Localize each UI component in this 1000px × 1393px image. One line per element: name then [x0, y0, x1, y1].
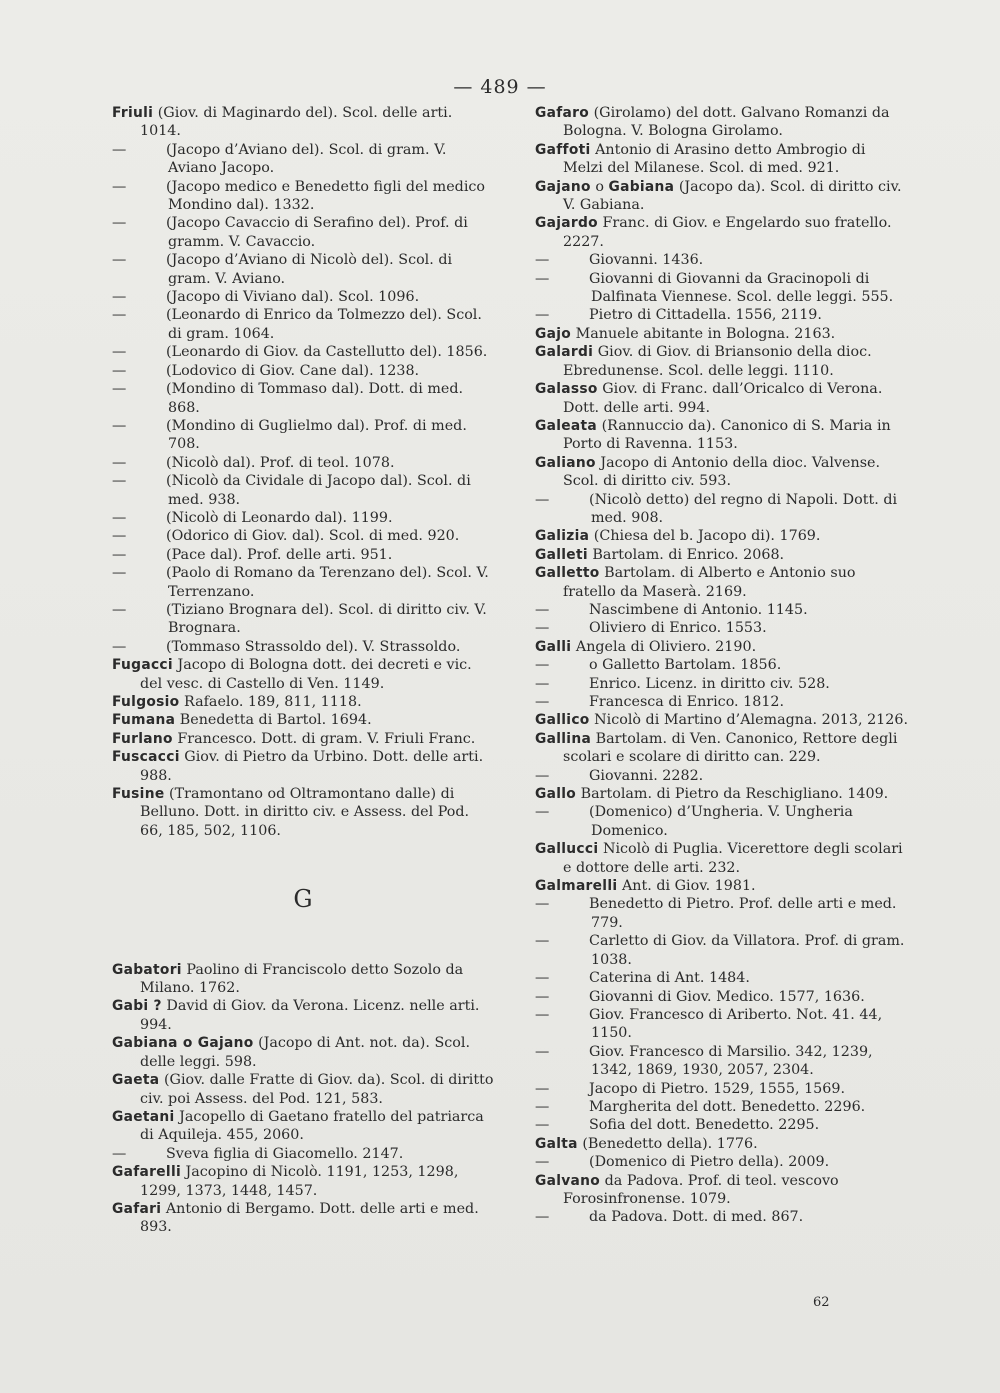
index-entry — [535, 1135, 909, 1153]
headword: Gabiana o Gajano — [112, 1035, 254, 1052]
entries-g-continued — [535, 104, 909, 1227]
index-subentry — [112, 380, 494, 417]
entry-text: Pietro di Cittadella. 1556, 2119. — [589, 307, 822, 324]
entry-text: Bartolam. di Enrico. 2068. — [587, 546, 785, 563]
index-entry — [535, 325, 909, 343]
entry-text: Angela di Oliviero. 2190. — [571, 638, 757, 655]
dash-mark: — — [535, 601, 550, 618]
headword: Galizia — [535, 528, 590, 545]
index-entry — [535, 1172, 909, 1209]
dash-mark: — — [535, 767, 550, 784]
index-subentry — [112, 1145, 494, 1163]
index-entry — [535, 454, 909, 491]
headword: Fuscacci — [112, 749, 180, 766]
entry-text: (Domenico) d’Ungheria. V. Ungheria Domenico. — [589, 804, 853, 839]
index-subentry — [112, 564, 494, 601]
entry-text: Jacopino di Nicolò. 1191, 1253, 1298, 1299, 1373, 1448, 1457. — [140, 1164, 459, 1199]
entry-text: Jacopo di Pietro. 1529, 1555, 1569. — [589, 1080, 845, 1097]
entry-text: (Girolamo) del dott. Galvano Romanzi da Bologna. V. Bologna Girolamo. — [563, 105, 890, 140]
dash-mark: — — [535, 491, 550, 508]
index-subentry — [112, 638, 494, 656]
section-letter: G — [293, 885, 313, 914]
headword: Gabatori — [112, 961, 182, 978]
index-subentry — [535, 1043, 909, 1080]
entry-text: (Jacopo di Ant. not. da). Scol. delle leggi. 598. — [140, 1035, 470, 1070]
entry-text: Nascimbene di Antonio. 1145. — [589, 601, 808, 618]
dash-mark: — — [112, 473, 127, 490]
index-subentry — [112, 417, 494, 454]
index-subentry — [535, 601, 909, 619]
index-subentry — [112, 362, 494, 380]
dash-mark: — — [112, 362, 127, 379]
index-entry — [112, 1200, 494, 1237]
entry-text: Giovanni. 2282. — [589, 767, 704, 784]
dash-mark: — — [535, 1080, 550, 1097]
entry-text: (Mondino di Guglielmo dal). Prof. di med. 708. — [166, 417, 467, 453]
headword: Galardi — [535, 344, 594, 361]
index-entry — [535, 527, 909, 545]
index-entry — [535, 417, 909, 454]
headword: Gajardo — [535, 215, 598, 232]
dash-mark: — — [112, 417, 127, 434]
dash-mark: — — [535, 620, 550, 637]
entry-text: (Chiesa del b. Jacopo di). 1769. — [589, 528, 821, 545]
dash-mark: — — [535, 1006, 550, 1023]
dash-mark: — — [112, 344, 127, 361]
entry-text: Jacopello di Gaetano fratello del patriarca di Aquileja. 455, 2060. — [140, 1108, 484, 1144]
dash-mark: — — [535, 657, 550, 674]
index-entry — [535, 104, 909, 141]
entry-text: (Tiziano Brognara del). Scol. di diritto civ. V. Brognara. — [166, 601, 487, 637]
entry-text: (Giov. di Maginardo del). Scol. delle arti. 1014. — [140, 105, 453, 140]
entry-text: Francesca di Enrico. 1812. — [589, 694, 785, 710]
dash-mark: — — [535, 933, 550, 950]
entry-text: Antonio di Bergamo. Dott. delle arti e med. 893. — [140, 1200, 479, 1236]
headword: Gaetani — [112, 1108, 175, 1125]
index-entry — [112, 1163, 494, 1200]
entry-text: Enrico. Licenz. in diritto civ. 528. — [589, 675, 830, 692]
entry-text: (Paolo di Romano da Terenzano del). Scol. V. Terrenzano. — [166, 565, 489, 600]
index-entry — [112, 730, 494, 748]
dash-mark: — — [112, 215, 127, 232]
dash-mark: — — [535, 1043, 550, 1060]
index-entry — [535, 343, 909, 380]
entry-text: Ant. di Giov. 1981. — [617, 878, 756, 895]
entry-text: Sofia del dott. Benedetto. 2295. — [589, 1117, 820, 1134]
dash-mark: — — [112, 289, 127, 306]
entry-text: Jacopo di Antonio della dioc. Valvense. Scol. di diritto civ. 593. — [563, 454, 881, 490]
index-subentry — [112, 178, 494, 215]
index-subentry — [112, 251, 494, 288]
entry-text: (Odorico di Giov. dal). Scol. di med. 920. — [166, 528, 460, 545]
dash-mark: — — [112, 454, 127, 471]
entry-text: Jacopo di Bologna dott. dei decreti e vic. del vesc. di Castello di Ven. 1149. — [140, 657, 472, 692]
index-entry — [112, 1108, 494, 1145]
headword: Gajo — [535, 325, 572, 342]
headword: Gallucci — [535, 841, 599, 858]
entry-text: Rafaelo. 189, 811, 1118. — [179, 694, 362, 710]
headword: Galiano — [535, 454, 596, 471]
index-subentry — [535, 988, 909, 1006]
entry-text: Bartolam. di Ven. Canonico, Rettore degli scolari e scolare di diritto can. 229. — [563, 730, 898, 766]
entry-text: (Jacopo di Viviano dal). Scol. 1096. — [166, 289, 420, 306]
entry-text: Francesco. Dott. di gram. V. Friuli Franc. — [172, 730, 476, 747]
entries-g — [112, 961, 494, 1237]
entry-text: Carletto di Giov. da Villatora. Prof. di gram. 1038. — [589, 933, 905, 968]
index-subentry — [535, 491, 909, 528]
index-subentry — [535, 619, 909, 637]
index-subentry — [535, 895, 909, 932]
headword: Fugacci — [112, 657, 173, 674]
headword: Gallina — [535, 730, 592, 747]
headword: Galli — [535, 638, 572, 655]
entries-f — [112, 104, 494, 840]
index-entry — [112, 748, 494, 785]
index-entry — [112, 693, 494, 711]
entry-text: Oliviero di Enrico. 1553. — [589, 620, 767, 637]
entry-text: Giov. di Franc. dall’Oricalco di Verona. Dott. delle arti. 994. — [563, 381, 883, 416]
entry-text: Sveva figlia di Giacomello. 2147. — [166, 1145, 404, 1162]
index-subentry — [535, 1006, 909, 1043]
entry-text: Giov. di Pietro da Urbino. Dott. delle arti. 988. — [140, 749, 484, 784]
dash-mark: — — [112, 307, 127, 324]
entry-text: Nicolò di Martino d’Alemagna. 2013, 2126. — [589, 712, 909, 729]
headword: Galleti — [535, 546, 588, 563]
index-entry — [535, 214, 909, 251]
index-entry — [112, 961, 494, 998]
index-subentry — [535, 656, 909, 674]
index-subentry — [535, 270, 909, 307]
entry-text: (Giov. dalle Fratte di Giov. da). Scol. di diritto civ. poi Assess. del Pod. 121, 583. — [140, 1072, 494, 1107]
index-subentry — [112, 288, 494, 306]
entry-text: Nicolò di Puglia. Vicerettore degli scolari e dottore delle arti. 232. — [563, 841, 903, 876]
index-subentry — [535, 1208, 909, 1226]
dash-mark: — — [112, 1145, 127, 1162]
entry-text: (Jacopo medico e Benedetto figli del medico Mondino dal). 1332. — [166, 178, 486, 214]
index-subentry — [535, 1153, 909, 1171]
entry-text: Benedetto di Pietro. Prof. delle arti e med. 779. — [589, 896, 897, 931]
entry-text: Giov. di Giov. di Briansonio della dioc. Ebredunense. Scol. delle leggi. 1110. — [563, 344, 872, 379]
index-entry — [112, 1071, 494, 1108]
entry-text: (Lodovico di Giov. Cane dal). 1238. — [166, 362, 420, 379]
index-entry — [112, 997, 494, 1034]
entry-text: Caterina di Ant. 1484. — [589, 970, 750, 987]
entry-text: da Padova. Dott. di med. 867. — [589, 1209, 804, 1226]
headword: Friuli — [112, 105, 154, 121]
entry-text: o Galletto Bartolam. 1856. — [589, 657, 782, 674]
dash-mark: — — [535, 988, 550, 1005]
index-subentry — [535, 1116, 909, 1134]
index-entry — [535, 711, 909, 729]
index-entry — [535, 564, 909, 601]
entry-text: (Jacopo da). Scol. di diritto civ. V. Gabiana. — [563, 178, 902, 214]
index-subentry — [112, 527, 494, 545]
dash-mark: — — [112, 565, 127, 582]
index-subentry — [535, 306, 909, 324]
dash-mark: — — [112, 601, 127, 618]
headword: Fusine — [112, 786, 165, 803]
entry-text: Giovanni di Giovanni da Gracinopoli di Dalfinata Viennese. Scol. delle leggi. 555. — [589, 270, 894, 306]
entry-text: Paolino di Franciscolo detto Sozolo da Milano. 1762. — [140, 961, 464, 997]
entry-text: Giovanni. 1436. — [589, 252, 704, 269]
headword: Galasso — [535, 381, 598, 398]
entry-text: Bartolam. di Pietro da Reschigliano. 1409. — [576, 786, 889, 803]
signature-mark: 62 — [813, 1295, 830, 1310]
headword: Gafaro — [535, 105, 590, 121]
index-entry — [112, 656, 494, 693]
entry-text: (Leonardo di Giov. da Castellutto del). 1856. — [166, 344, 488, 361]
dash-mark: — — [112, 509, 127, 526]
entry-text: (Nicolò da Cividale di Jacopo dal). Scol. di med. 938. — [166, 473, 471, 508]
dash-mark: — — [535, 970, 550, 987]
index-subentry — [535, 1080, 909, 1098]
index-subentry — [535, 767, 909, 785]
entry-text: David di Giov. da Verona. Licenz. nelle arti. 994. — [140, 998, 480, 1033]
index-subentry — [112, 214, 494, 251]
headword: Gallo — [535, 786, 577, 803]
headword: Gaffoti — [535, 141, 591, 158]
entry-text: Giov. Francesco di Ariberto. Not. 41. 44, 1150. — [589, 1006, 883, 1042]
entry-text: Manuele abitante in Bologna. 2163. — [571, 325, 836, 342]
entry-text: (Domenico di Pietro della). 2009. — [589, 1154, 830, 1171]
entry-text: Bartolam. di Alberto e Antonio suo fratello da Maserà. 2169. — [563, 565, 856, 600]
dash-mark: — — [535, 307, 550, 324]
index-subentry — [535, 969, 909, 987]
dash-mark: — — [112, 638, 127, 655]
headword: Gafarelli — [112, 1164, 181, 1181]
headword: Furlano — [112, 730, 173, 747]
entry-text: Benedetta di Bartol. 1694. — [175, 712, 372, 729]
headword: Galta — [535, 1135, 578, 1152]
entry-text: (Jacopo d’Aviano del). Scol. di gram. V. Aviano Jacopo. — [166, 141, 447, 177]
index-entry — [535, 141, 909, 178]
dash-mark: — — [535, 1098, 550, 1115]
index-entry — [535, 380, 909, 417]
entry-text: (Tommaso Strassoldo del). V. Strassoldo. — [166, 638, 461, 655]
entry-text: (Jacopo Cavaccio di Serafino del). Prof. di gramm. V. Cavaccio. — [166, 215, 468, 250]
dash-mark: — — [535, 1209, 550, 1226]
dash-mark: — — [535, 270, 550, 287]
index-subentry — [535, 803, 909, 840]
right-column — [535, 104, 909, 1227]
entry-text: Giov. Francesco di Marsilio. 342, 1239, 1342, 1869, 1930, 2057, 2304. — [589, 1043, 873, 1079]
entry-text: (Benedetto della). 1776. — [577, 1135, 758, 1152]
headword: Galvano — [535, 1172, 601, 1189]
dash-mark: — — [112, 381, 127, 398]
headword: Galmarelli — [535, 878, 618, 895]
left-column — [112, 104, 494, 1237]
dash-mark: — — [535, 694, 550, 710]
index-subentry — [535, 693, 909, 711]
entry-text: (Tramontano od Oltramontano dalle) di Belluno. Dott. in diritto civ. e Assess. del Pod. 66, 185, 502, 1106. — [140, 786, 470, 839]
index-subentry — [112, 601, 494, 638]
dash-mark: — — [535, 804, 550, 821]
dash-mark: — — [535, 1117, 550, 1134]
index-entry — [112, 711, 494, 729]
index-entry — [112, 1034, 494, 1071]
index-entry — [535, 877, 909, 895]
index-entry — [535, 638, 909, 656]
dash-mark: — — [535, 896, 550, 913]
entry-text: da Padova. Prof. di teol. vescovo Forosinfronense. 1079. — [563, 1172, 839, 1207]
index-subentry — [112, 306, 494, 343]
index-subentry — [535, 675, 909, 693]
headword: Gajano — [535, 178, 591, 195]
entry-text: (Pace dal). Prof. delle arti. 951. — [166, 546, 393, 563]
dash-mark: — — [112, 252, 127, 269]
index-subentry — [535, 932, 909, 969]
headword: Gaeta — [112, 1072, 160, 1089]
headword: Gabiana — [608, 178, 675, 195]
headword: Gafari — [112, 1200, 162, 1217]
dash-mark: — — [112, 141, 127, 158]
dash-mark: — — [535, 1154, 550, 1171]
index-subentry — [535, 251, 909, 269]
headword: Galletto — [535, 565, 600, 582]
index-entry — [112, 785, 494, 840]
index-entry — [535, 178, 909, 215]
entry-text: (Rannuccio da). Canonico di S. Maria in Porto di Ravenna. 1153. — [563, 417, 891, 453]
entry-text: (Nicolò dal). Prof. di teol. 1078. — [166, 454, 395, 471]
headword: Galeata — [535, 417, 598, 434]
headword: Gallico — [535, 712, 590, 729]
entry-text: o — [590, 178, 609, 195]
dash-mark: — — [112, 528, 127, 545]
index-entry — [535, 546, 909, 564]
entry-text: (Mondino di Tommaso dal). Dott. di med. 868. — [166, 381, 464, 416]
headword: Gabi ? — [112, 998, 162, 1015]
index-subentry — [112, 343, 494, 361]
headword: Fulgosio — [112, 694, 180, 710]
entry-text: (Nicolò detto) del regno di Napoli. Dott. di med. 908. — [589, 491, 898, 526]
dash-mark: — — [535, 252, 550, 269]
dash-mark: — — [112, 546, 127, 563]
index-subentry — [112, 509, 494, 527]
entry-text: Franc. di Giov. e Engelardo suo fratello. 2227. — [563, 215, 892, 250]
index-subentry — [112, 141, 494, 178]
page-number: — 489 — — [453, 76, 547, 98]
entry-text: Margherita del dott. Benedetto. 2296. — [589, 1098, 866, 1115]
index-subentry — [112, 454, 494, 472]
entry-text: (Nicolò di Leonardo dal). 1199. — [166, 509, 393, 526]
index-entry — [112, 104, 494, 141]
index-subentry — [535, 1098, 909, 1116]
dash-mark: — — [112, 178, 127, 195]
headword: Fumana — [112, 712, 176, 729]
dash-mark: — — [535, 675, 550, 692]
index-entry — [535, 840, 909, 877]
index-entry — [535, 785, 909, 803]
entry-text: Antonio di Arasino detto Ambrogio di Melzi del Milanese. Scol. di med. 921. — [563, 141, 866, 177]
index-entry — [535, 730, 909, 767]
entry-text: (Leonardo di Enrico da Tolmezzo del). Scol. di gram. 1064. — [166, 307, 482, 342]
index-subentry — [112, 546, 494, 564]
entry-text: Giovanni di Giov. Medico. 1577, 1636. — [589, 988, 865, 1005]
entry-text: (Jacopo d’Aviano di Nicolò del). Scol. di gram. V. Aviano. — [166, 252, 453, 287]
index-subentry — [112, 472, 494, 509]
